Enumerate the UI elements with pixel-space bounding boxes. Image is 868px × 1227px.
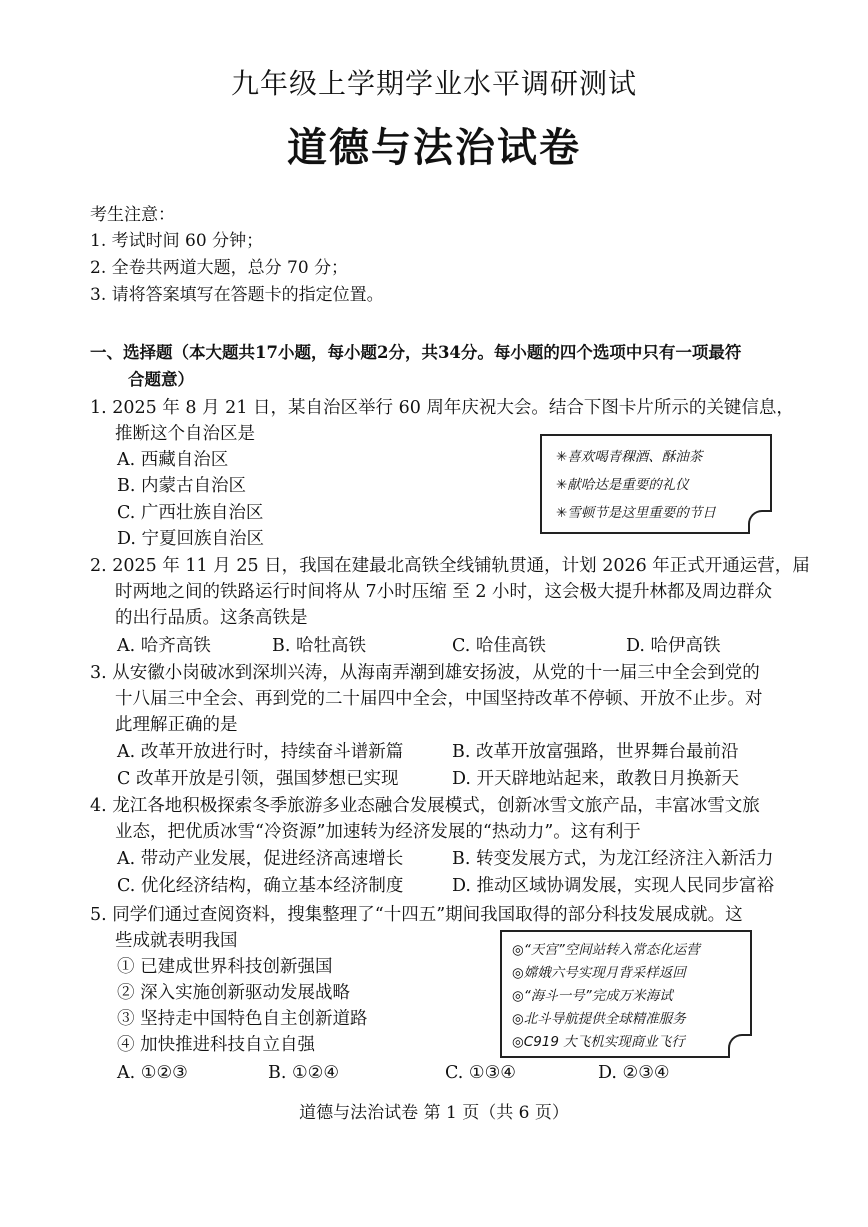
clue-card <box>540 434 772 534</box>
option-b[interactable]: B. 哈牡高铁 <box>272 636 366 656</box>
question-stem-line: 时两地之间的铁路运行时间将从 7小时压缩 至 2 小时，这会极大提升林都及周边群众 <box>115 582 773 602</box>
option-c[interactable]: C. ①③④ <box>445 1063 516 1083</box>
section-heading-line: 合题意） <box>128 370 194 389</box>
option-c[interactable]: C. 哈佳高铁 <box>452 636 546 656</box>
notice-item: 2. 全卷共两道大题，总分 70 分； <box>90 258 349 278</box>
option-b[interactable]: B. 内蒙古自治区 <box>117 476 246 496</box>
question-stem-line: 十八届三中全会、再到党的二十届四中全会，中国坚持改革不停顿、开放不止步。对 <box>115 689 763 709</box>
question-stem-line: 5. 同学们通过查阅资料，搜集整理了“十四五”期间我国取得的部分科技发展成就。这 <box>90 905 743 925</box>
card-curl-corner <box>748 510 772 534</box>
option-b[interactable]: B. 转变发展方式，为龙江经济注入新活力 <box>452 849 774 869</box>
option-a[interactable]: A. 哈齐高铁 <box>117 636 211 656</box>
option-a[interactable]: A. ①②③ <box>117 1063 188 1083</box>
achievement-card-line: ◎“天宫”空间站转入常态化运营 <box>512 942 700 958</box>
option-d[interactable]: D. ②③④ <box>598 1063 670 1083</box>
option-b[interactable]: B. 改革开放富强路，世界舞台最前沿 <box>452 742 739 762</box>
achievement-card-line: ◎C919 大飞机实现商业飞行 <box>512 1034 685 1050</box>
option-a[interactable]: A. 改革开放进行时，持续奋斗谱新篇 <box>117 742 404 762</box>
option-d[interactable]: D. 宁夏回族自治区 <box>117 529 265 549</box>
clue-card-line: ✳献哈达是重要的礼仪 <box>556 477 689 493</box>
statement-2: ② 深入实施创新驱动发展战略 <box>117 983 351 1003</box>
achievement-card-line: ◎“海斗一号”完成万米海试 <box>512 988 673 1004</box>
option-c[interactable]: C. 广西壮族自治区 <box>117 503 264 523</box>
exam-title: 道德与法治试卷 <box>287 124 581 171</box>
option-a[interactable]: A. 带动产业发展，促进经济高速增长 <box>117 849 404 869</box>
card-curl-corner <box>728 1034 752 1058</box>
question-stem-line: 些成就表明我国 <box>115 931 238 951</box>
statement-3: ③ 坚持走中国特色自主创新道路 <box>117 1009 368 1029</box>
question-stem-line: 此理解正确的是 <box>115 715 238 735</box>
question-stem-line: 业态，把优质冰雪“冷资源”加速转为经济发展的“热动力”。这有利于 <box>115 822 641 842</box>
question-stem-line: 1. 2025 年 8 月 21 日，某自治区举行 60 周年庆祝大会。结合下图卡片所示的关键信息， <box>90 398 794 418</box>
statement-4: ④ 加快推进科技自立自强 <box>117 1035 316 1055</box>
question-stem-line: 的出行品质。这条高铁是 <box>115 608 308 628</box>
option-a[interactable]: A. 西藏自治区 <box>117 450 229 470</box>
section-heading-line: 一、选择题（本大题共17小题，每小题2分，共34分。每小题的四个选项中只有一项最符 <box>90 343 742 362</box>
option-c[interactable]: C. 优化经济结构，确立基本经济制度 <box>117 876 404 896</box>
option-d[interactable]: D. 哈伊高铁 <box>626 636 721 656</box>
achievement-card <box>500 930 752 1058</box>
clue-card-line: ✳雪顿节是这里重要的节日 <box>556 505 716 521</box>
question-stem-line: 3. 从安徽小岗破冰到深圳兴涛，从海南弄潮到雄安扬波，从党的十一届三中全会到党的 <box>90 663 760 683</box>
option-d[interactable]: D. 推动区域协调发展，实现人民同步富裕 <box>452 876 775 896</box>
option-c[interactable]: C 改革开放是引领，强国梦想已实现 <box>117 769 399 789</box>
notice-heading: 考生注意： <box>90 205 175 225</box>
option-d[interactable]: D. 开天辟地站起来，敢教日月换新天 <box>452 769 740 789</box>
option-b[interactable]: B. ①②④ <box>268 1063 340 1083</box>
statement-1: ① 已建成世界科技创新强国 <box>117 957 333 977</box>
notice-item: 1. 考试时间 60 分钟； <box>90 231 264 251</box>
question-stem-line: 2. 2025 年 11 月 25 日，我国在建最北高铁全线铺轨贯通，计划 2026 年正式开通运营，届 <box>90 556 810 576</box>
question-stem-line: 推断这个自治区是 <box>115 424 255 444</box>
notice-item: 3. 请将答案填写在答题卡的指定位置。 <box>90 285 384 305</box>
achievement-card-line: ◎北斗导航提供全球精准服务 <box>512 1011 686 1027</box>
achievement-card-line: ◎嫦娥六号实现月背采样返回 <box>512 965 686 981</box>
page-footer: 道德与法治试卷 第 1 页（共 6 页） <box>299 1103 569 1123</box>
exam-subtitle: 九年级上学期学业水平调研测试 <box>230 67 637 100</box>
question-stem-line: 4. 龙江各地积极探索冬季旅游多业态融合发展模式，创新冰雪文旅产品，丰富冰雪文旅 <box>90 796 760 816</box>
clue-card-line: ✳喜欢喝青稞酒、酥油茶 <box>556 449 703 465</box>
